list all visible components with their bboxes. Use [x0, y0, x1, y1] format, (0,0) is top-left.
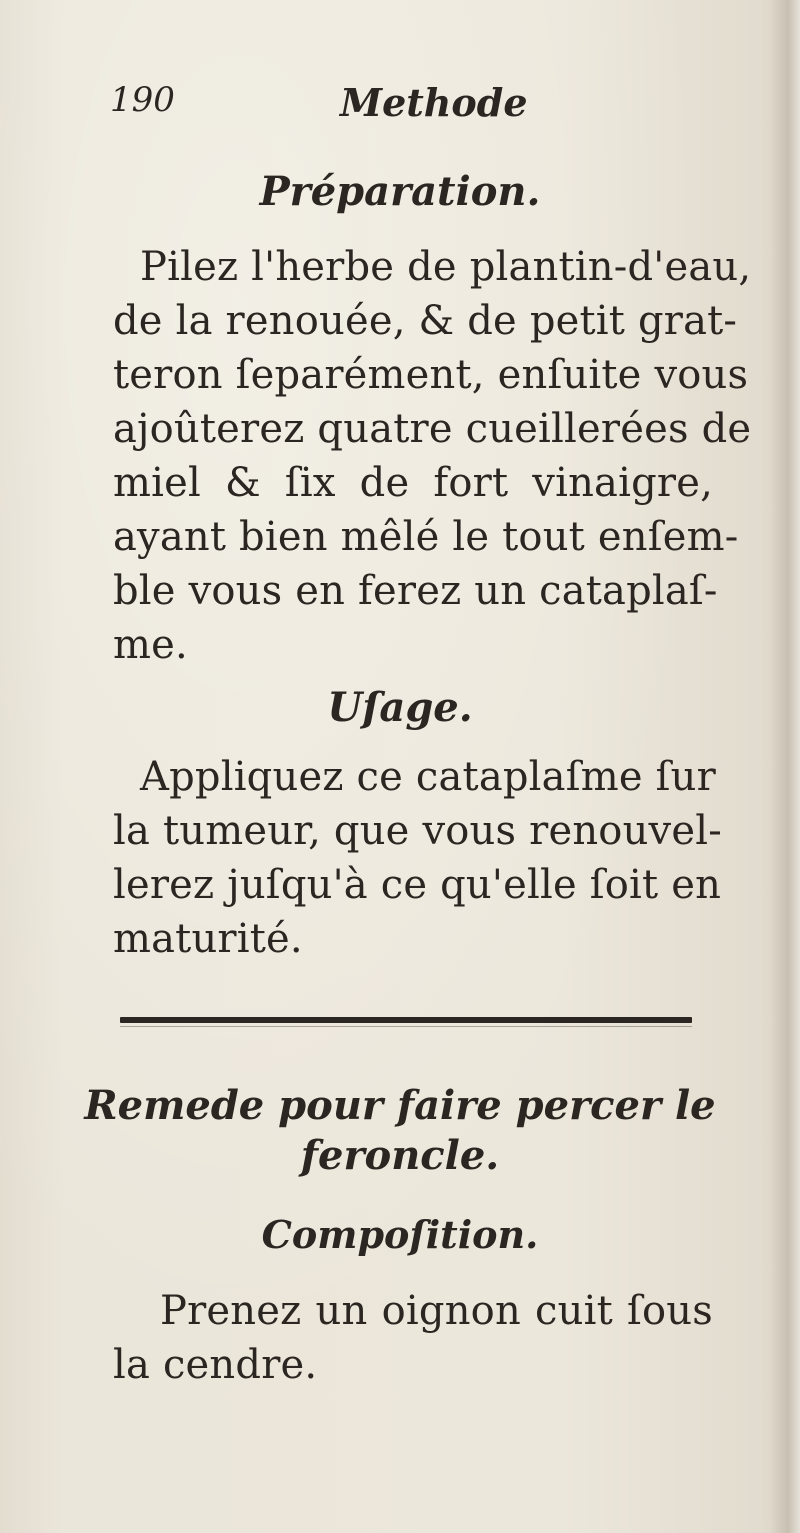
- paragraph-line: ble vous en ferez un cataplaſ-: [113, 568, 718, 614]
- paragraph-line: me.: [113, 622, 188, 668]
- paragraph-line: maturité.: [113, 916, 303, 962]
- section-heading-usage: Uſage.: [327, 684, 473, 731]
- page-header: [110, 80, 710, 130]
- section-heading-preparation: Préparation.: [259, 168, 541, 215]
- section-divider-rule-thin: [120, 1026, 692, 1027]
- paragraph-line: Prenez un oignon cuit ſous: [160, 1288, 713, 1334]
- remedy-title-line-1: Remede pour faire percer le: [84, 1082, 716, 1129]
- paragraph-line: Pilez l'herbe de plantin-d'eau,: [140, 244, 752, 290]
- page-number: 190: [110, 80, 175, 120]
- paragraph-line: de la renouée, & de petit grat-: [113, 298, 738, 344]
- page-edge-shadow: [770, 0, 800, 1533]
- section-heading-composition: Compoſition.: [261, 1212, 539, 1257]
- paragraph-line: Appliquez ce cataplaſme ſur: [140, 754, 716, 800]
- remedy-title-line-2: feroncle.: [300, 1132, 500, 1179]
- section-divider-rule: [120, 1017, 692, 1023]
- paragraph-line: teron ſeparément, enſuite vous: [113, 352, 749, 398]
- paragraph-line: la tumeur, que vous renouvel-: [113, 808, 722, 854]
- paragraph-line: la cendre.: [113, 1342, 318, 1388]
- paragraph-line: lerez juſqu'à ce qu'elle ſoit en: [113, 862, 722, 908]
- paragraph-line: ayant bien mêlé le tout enſem-: [113, 514, 739, 560]
- running-title: Methode: [340, 80, 528, 125]
- paragraph-line: miel & ſix de fort vinaigre,: [113, 460, 713, 506]
- paragraph-line: ajoûterez quatre cueillerées de: [113, 406, 752, 452]
